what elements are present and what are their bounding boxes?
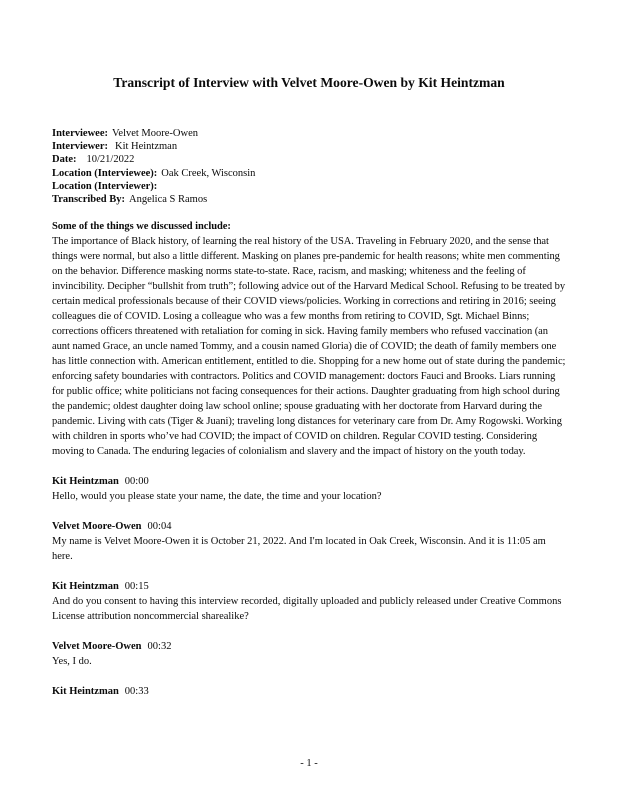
page-number: - 1 - xyxy=(300,758,318,769)
timestamp: 00:15 xyxy=(124,581,149,593)
dialogue-section xyxy=(52,474,567,699)
metadata-label: Date: xyxy=(52,154,77,166)
summary-body: The importance of Black history, of learning the real history of the USA. Traveling in February 2020, and the sense that things were normal, but also a little different. Masking on planes pre-pandemic for health reasons; white men commenting on the behavior. Difference masking norms state-to-state. Race, racism, and masking; whiteness and the feeling of invincibility. Decipher “bullshit from truth”; following advice out of the Harvard Medical School. Refusing to be treated by certain medical professionals because of their COVID views/policies. Working in corrections and retiring in 2016; seeing colleagues die of COVID. Losing a colleague who was a few months from retiring to COVID, Sgt. Michael Binns; corrections officers threatened with retaliation for coming in sick. Having family members who refused vaccination (an aunt named Grace, an uncle named Tommy, and a cousin named Gloria) die of COVID; the death of family members one has little connection with. American entitlement, entitled to die. Shopping for a new home out of state during the pandemic; enforcing safety boundaries with contractors. Politics and COVID management: doctors Fauci and Brooks. Liars running for public office; white politicians not facing consequences for their actions. Daughter graduating from high school during the pandemic; oldest daughter doing law school online; spouse graduating with her doctorate from Harvard during the pandemic. Living with cats (Tiger & Juani); traveling long distances for veterinary care from Dr. Amy Rogowski. Working with children in sports who’ve had COVID; the impact of COVID on children. Regular COVID testing. Considering moving to Canada. The enduring legacies of colonialism and slavery and the impact of history on the youth today. xyxy=(52,236,566,458)
dialogue-entry-header xyxy=(52,519,567,534)
speaker-name: Velvet Moore-Owen xyxy=(52,641,142,653)
summary-heading: Some of the things we discussed include: xyxy=(52,221,231,233)
metadata-value: Oak Creek, Wisconsin xyxy=(161,167,256,179)
metadata-row-interviewer xyxy=(52,140,574,153)
dialogue-text: Hello, would you please state your name, the date, the time and your location? xyxy=(52,491,382,503)
speaker-name: Kit Heintzman xyxy=(52,581,119,593)
speaker-name: Kit Heintzman xyxy=(52,476,119,488)
timestamp: 00:33 xyxy=(124,686,149,698)
speaker-name: Velvet Moore-Owen xyxy=(52,521,142,533)
metadata-row-date xyxy=(52,153,574,166)
dialogue-entry-header xyxy=(52,579,567,594)
dialogue-entry-header xyxy=(52,684,567,699)
metadata-row-transcribed-by xyxy=(52,193,574,206)
metadata-label: Interviewee: xyxy=(52,128,108,139)
dialogue-text: And do you consent to having this interview recorded, digitally uploaded and publicly released under Creative Commons License attribution noncommercial sharealike? xyxy=(52,596,562,623)
timestamp: 00:32 xyxy=(147,641,172,653)
timestamp: 00:00 xyxy=(124,476,149,488)
metadata-label: Transcribed By: xyxy=(52,194,126,206)
dialogue-text: My name is Velvet Moore-Owen it is October 21, 2022. And I'm located in Oak Creek, Wisconsin. And it is 11:05 am here. xyxy=(52,536,546,563)
metadata-value: Velvet Moore-Owen xyxy=(111,128,198,139)
dialogue-entry xyxy=(52,579,567,624)
timestamp: 00:04 xyxy=(147,521,172,533)
dialogue-entry xyxy=(52,684,567,699)
speaker-name: Kit Heintzman xyxy=(52,686,119,698)
dialogue-entry xyxy=(52,639,567,669)
dialogue-entry xyxy=(52,519,567,564)
metadata-label: Location (Interviewee): xyxy=(52,167,158,179)
metadata-row-location-interviewer xyxy=(52,180,574,193)
dialogue-entry-header xyxy=(52,639,567,654)
metadata-value: Kit Heintzman xyxy=(114,141,178,153)
metadata-block xyxy=(52,127,574,206)
metadata-value: 10/21/2022 xyxy=(86,154,135,166)
dialogue-entry xyxy=(52,474,567,504)
metadata-value: Angelica S Ramos xyxy=(129,194,208,206)
metadata-label: Location (Interviewer): xyxy=(52,180,158,192)
dialogue-entry-header xyxy=(52,474,567,489)
metadata-row-interviewee xyxy=(52,127,574,140)
page-title: Transcript of Interview with Velvet Moore-Owen by Kit Heintzman xyxy=(113,75,505,90)
metadata-label: Interviewer: xyxy=(52,141,108,153)
dialogue-text: Yes, I do. xyxy=(52,656,92,668)
metadata-row-location-interviewee xyxy=(52,167,574,180)
discussion-summary xyxy=(52,219,567,459)
